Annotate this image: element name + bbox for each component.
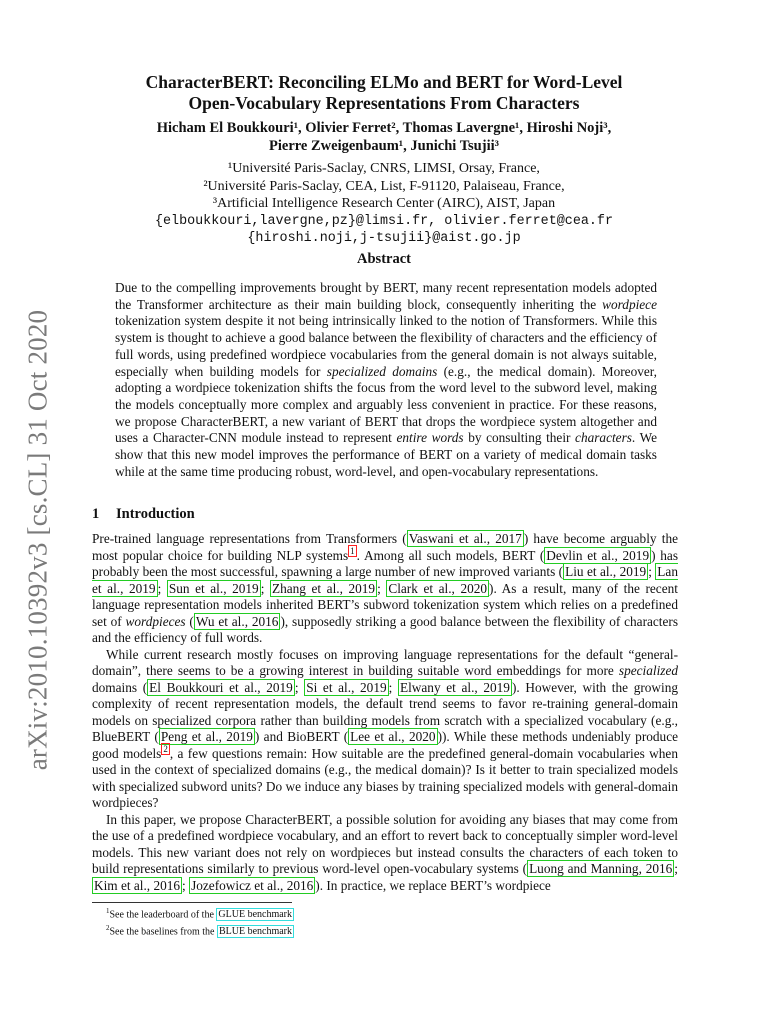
footnote-text: See the leaderboard of the	[109, 909, 217, 921]
body-text: While current research mostly focuses on improving language representations for the default “general-domain”, there seems to be a growing interest in building suitable word embeddings for more	[92, 646, 678, 678]
body-text: , a few questions remain: How suitable are the predefined general-domain vocabularies when used in the context of specialized domains (e.g., the medical domain)? Is it better to train specialized models with specialized subword units? Do we induce any biases by training specialized models with general-domain wordpieces?	[92, 745, 678, 810]
paper-title	[92, 72, 676, 114]
footnotes	[92, 902, 676, 939]
citation-separator: ;	[260, 580, 270, 596]
email-line: {hiroshi.noji,j-tsujii}@aist.go.jp	[247, 231, 521, 246]
footnote-text: See the baselines from the	[109, 926, 217, 938]
email-line: {elboukkouri,lavergne,pz}@limsi.fr, olivier.ferret@cea.fr	[154, 213, 614, 229]
body-text: domains (	[92, 679, 148, 695]
footnote-divider	[92, 902, 292, 903]
arxiv-identifier-stamp[interactable]: arXiv:2010.10392v3 [cs.CL] 31 Oct 2020	[22, 309, 53, 771]
body-text: ). As a result, many of the recent language representation models inherited BERT’s subword tokenization system which relies on a predefined set of	[92, 580, 678, 629]
citation-separator: ;	[674, 861, 678, 876]
abstract-text: tokenization system despite it not being intrinsically linked to the notion of Transformers. While this system is thought to achieve a good balance between the flexibility of characters and the efficiency of full words, using predefined wordpiece vocabularies from the general domain is not always suitable, especially when building models for	[115, 313, 657, 379]
citation-link[interactable]: Devlin et al., 2019	[546, 547, 650, 563]
citation-separator: ;	[157, 580, 167, 596]
body-text: In this paper, we propose CharacterBERT, a possible solution for avoiding any biases that may come from the use of a predefined wordpiece vocabulary, and an effort to revert back to conceptually simpler word-level models. This new variant does not rely on wordpieces but instead consults the characters of each token to build representations similarly to previous word-level open-vocabulary systems (	[92, 811, 678, 876]
affiliation-line: ¹Université Paris-Saclay, CNRS, LIMSI, Orsay, France,	[228, 161, 540, 176]
citation-separator: ;	[294, 679, 305, 695]
citation-link[interactable]: Sun et al., 2019	[168, 580, 259, 596]
section-number: 1	[92, 506, 100, 522]
paragraph	[92, 812, 678, 895]
paragraph	[92, 531, 678, 647]
citation-link[interactable]: Elwany et al., 2019	[399, 679, 510, 695]
affiliations	[92, 160, 676, 248]
citation-link[interactable]: El Boukkouri et al., 2019	[149, 679, 293, 695]
footnote-mark: 1	[106, 907, 110, 915]
body-text: Pre-trained language representations from Transformers (	[92, 531, 407, 546]
abstract-emphasis: wordpiece	[602, 296, 657, 312]
citation-link[interactable]: Luong and Manning, 2016	[529, 861, 673, 876]
paragraph	[92, 647, 678, 812]
body-text: ). However, with the growing complexity of recent representation models, the default trend seems to favor re-training general-domain models on specialized corpora rather than building models from scratch with a specialized vocabulary (e.g., BlueBERT (	[92, 679, 679, 744]
author-line: Pierre Zweigenbaum¹, Junichi Tsujii³	[269, 138, 499, 154]
citation-link[interactable]: Lee et al., 2020	[350, 729, 436, 744]
abstract-text: (e.g., the medical domain). Moreover, adopting a wordpiece tokenization shifts the focus from the word level to the subword level, making the models conceptually more complex and arguably less convenient in practice. For these reasons, we propose CharacterBERT, a new variant of BERT that drops the wordpiece system altogether and uses a Character-CNN module instead to represent	[115, 363, 657, 446]
abstract-emphasis: specialized domains	[326, 363, 438, 379]
title-line: Open-Vocabulary Representations From Characters	[188, 93, 580, 113]
citation-separator: ;	[648, 564, 656, 579]
citation-separator: ;	[182, 877, 190, 893]
abstract-heading: Abstract	[357, 251, 411, 267]
footnote-mark: 2	[106, 923, 110, 932]
emphasis: wordpieces	[125, 613, 186, 629]
abstract-text: . We show that this new model improves the performance of BERT on a variety of medical domain tasks while at the same time producing robust, word-level, and open-vocabulary representations.	[115, 430, 657, 479]
citation-separator: ;	[377, 580, 387, 596]
body-text: . Among all such models, BERT (	[356, 547, 545, 563]
abstract-emphasis: entire words	[396, 430, 464, 446]
body-text: ). In practice, we replace BERT’s wordpiece	[315, 877, 551, 893]
citation-link[interactable]: Wu et al., 2016	[195, 613, 279, 629]
author-line: Hicham El Boukkouri¹, Olivier Ferret², Thomas Lavergne¹, Hiroshi Noji³,	[156, 120, 612, 136]
author-list	[92, 119, 676, 155]
footnote-ref-link[interactable]: 2	[163, 744, 168, 755]
title-line: CharacterBERT: Reconciling ELMo and BERT for Word-Level	[145, 72, 623, 92]
blue-benchmark-link[interactable]: BLUE benchmark	[218, 926, 293, 938]
abstract-text: by consulting their	[463, 430, 576, 446]
citation-link[interactable]: Zhang et al., 2019	[271, 580, 376, 596]
body-text: ) has probably been the most successful, spawning a large number of new improved variants (	[92, 547, 678, 579]
abstract-emphasis: characters	[575, 430, 632, 446]
abstract-text: Due to the compelling improvements brought by BERT, many recent representation models adopted the Transformer architecture as their main building block, consequently inheriting the	[115, 280, 657, 312]
footnote-ref-link[interactable]: 1	[350, 546, 355, 557]
body-text: (	[185, 613, 194, 629]
citation-link[interactable]: Lan et al., 2019	[92, 564, 678, 596]
citation-link[interactable]: Si et al., 2019	[306, 679, 387, 695]
citation-link[interactable]: Kim et al., 2016	[94, 877, 181, 893]
citation-link[interactable]: Vaswani et al., 2017	[408, 531, 522, 546]
footnote-1	[92, 905, 676, 922]
affiliation-line: ³Artificial Intelligence Research Center (AIRC), AIST, Japan	[212, 196, 556, 211]
body-text: ), supposedly striking a good balance between the flexibility of characters and the efficiency of full words.	[92, 613, 679, 645]
emphasis: specialized	[618, 663, 678, 678]
citation-link[interactable]: Liu et al., 2019	[565, 564, 647, 579]
introduction-body	[92, 531, 678, 894]
body-text: )). While these methods undeniably produce good models	[92, 729, 678, 761]
section-title: Introduction	[116, 506, 195, 522]
abstract-body	[115, 280, 657, 480]
footnote-2	[92, 922, 676, 939]
citation-link[interactable]: Clark et al., 2020	[388, 580, 488, 596]
section-heading-introduction	[92, 506, 195, 523]
citation-link[interactable]: Peng et al., 2019	[160, 729, 253, 744]
body-text: ) have become arguably the most popular choice for building NLP systems	[92, 531, 678, 563]
citation-link[interactable]: Jozefowicz et al., 2016	[191, 877, 314, 893]
citation-separator: ;	[388, 679, 398, 695]
glue-benchmark-link[interactable]: GLUE benchmark	[218, 909, 292, 921]
body-text: ) and BioBERT (	[254, 729, 349, 744]
affiliation-line: ²Université Paris-Saclay, CEA, List, F-91120, Palaiseau, France,	[203, 178, 565, 194]
